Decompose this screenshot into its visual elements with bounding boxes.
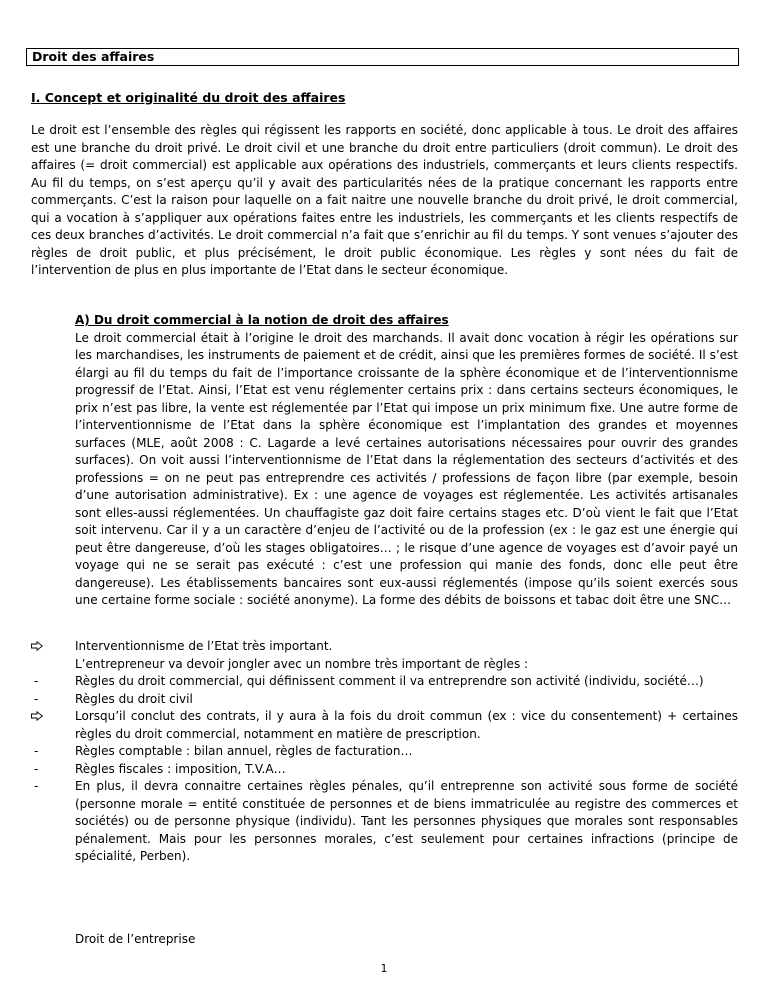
arrow-right-icon: [31, 711, 43, 721]
list-item: [31, 691, 738, 709]
list-item: [31, 638, 738, 673]
dash-bullet: -: [34, 779, 39, 793]
page-number: 1: [380, 962, 388, 975]
list-item: [31, 761, 738, 779]
arrow-right-icon: [31, 641, 43, 651]
list-item: [31, 673, 738, 691]
dash-bullet: -: [34, 691, 39, 706]
section-heading: I. Concept et originalité du droit des affaires: [31, 90, 346, 105]
intro-paragraph: Le droit est l’ensemble des règles qui régissent les rapports en société, donc applicable à tous. Le droit des affaires est une branche du droit privé. Le droit civil et une branche du droit entre particuliers (droit commun). Le droit des affaires (= droit commercial) est applicable aux opérations des industriels, commerçants et leurs clients respectifs. Au fil du temps, on s’est aperçu qu’il y avait des particularités nées de la pratique concernant les rapports entre commerçants. C’est la raison pour laquelle on a fait naitre une nouvelle branche du droit privé, le droit commercial, qui a vocation à s’appliquer aux opérations faites entre les industriels, les commerçants et les clients respectifs de ces deux branches d’activités. Le droit commercial n’a fait que s’enrichir au fil du temps. Y sont venues s’ajouter des règles de droit public, et plus précisément, le droit public économique. Les règles y sont nées du fait de l’intervention de plus en plus importante de l’Etat dans le secteur économique.: [31, 123, 738, 277]
closing-line: Droit de l’entreprise: [75, 932, 196, 946]
dash-bullet: -: [34, 674, 39, 688]
dash-bullet: -: [34, 744, 39, 758]
list-item-text: Règles du droit civil: [75, 691, 193, 706]
dash-bullet: -: [34, 761, 39, 776]
subsection-heading: A) Du droit commercial à la notion de droit des affaires: [75, 313, 449, 327]
list-item-text: Lorsqu’il conclut des contrats, il y aura à la fois du droit commun (ex : vice du consentement) + certaines règles du droit commercial, notamment en matière de prescription.: [75, 709, 738, 741]
rules-list: [31, 638, 738, 866]
list-item: [31, 778, 738, 866]
list-item-text: Règles comptable : bilan annuel, règles de facturation…: [75, 744, 413, 758]
document-title: Droit des affaires: [26, 48, 739, 66]
list-item-text: Règles du droit commercial, qui définissent comment il va entreprendre son activité (individu, société…): [75, 674, 704, 688]
list-item-text: En plus, il devra connaitre certaines règles pénales, qu’il entreprenne son activité sous forme de société (personne morale = entité constituée de personnes et de biens immatriculée au registre des commerces et sociétés) ou de personne physique (individu). Tant les personnes physiques que morales sont responsables pénalement. Mais pour les personnes morales, c’est seulement pour certaines infractions (principe de spécialité, Perben).: [75, 779, 738, 863]
list-item: [31, 743, 738, 761]
list-item: [31, 708, 738, 743]
list-item-text: Règles fiscales : imposition, T.V.A…: [75, 761, 286, 776]
subsection: [75, 312, 738, 610]
list-item-text: Interventionnisme de l’Etat très important. L’entrepreneur va devoir jongler avec un nombre très important de règles :: [75, 639, 529, 671]
subsection-paragraph: Le droit commercial était à l’origine le droit des marchands. Il avait donc vocation à régir les opérations sur les marchandises, les instruments de paiement et de crédit, ainsi que les premières formes de société. Il s’est élargi au fil du temps du fait de l’importance croissante de la sphère économique et de l’interventionnisme progressif de l’Etat. Ainsi, l’Etat est venu réglementer certains prix : dans certains secteurs économiques, le prix n’est pas libre, la vente est réglementée par l’Etat qui impose un prix minimum fixe. Une autre forme de l’interventionnisme de l’Etat dans la sphère économique est l’implantation des grandes et moyennes surfaces (MLE, août 2008 : C. Lagarde a levé certaines autorisations nécessaires pour ouvrir des grandes surfaces). On voit aussi l’interventionnisme de l’Etat dans la réglementation des secteurs d’activités et des professions = on ne peut pas entreprendre ces activités / professions de façon libre (par exemple, besoin d’une autorisation administrative). Ex : une agence de voyages est réglementée. Les activités artisanales sont elles-aussi réglementées. Un chauffagiste gaz doit faire certains stages etc. D’où vient le fait que l’Etat soit intervenu. Car il y a un caractère d’enjeu de l’activité ou de la profession (ex : le gaz est une énergie qui peut être dangereuse, d’où les stages obligatoires… ; le risque d’une agence de voyages est d’avoir payé un voyage qui ne se serait pas exécuté : c’est une profession qui manie des fonds, donc elle peut être dangereuse). Les établissements bancaires sont eux-aussi réglementés (impose qu’ils soient exercés sous une certaine forme sociale : société anonyme). La forme des débits de boissons et tabac doit être une SNC…: [75, 330, 738, 607]
